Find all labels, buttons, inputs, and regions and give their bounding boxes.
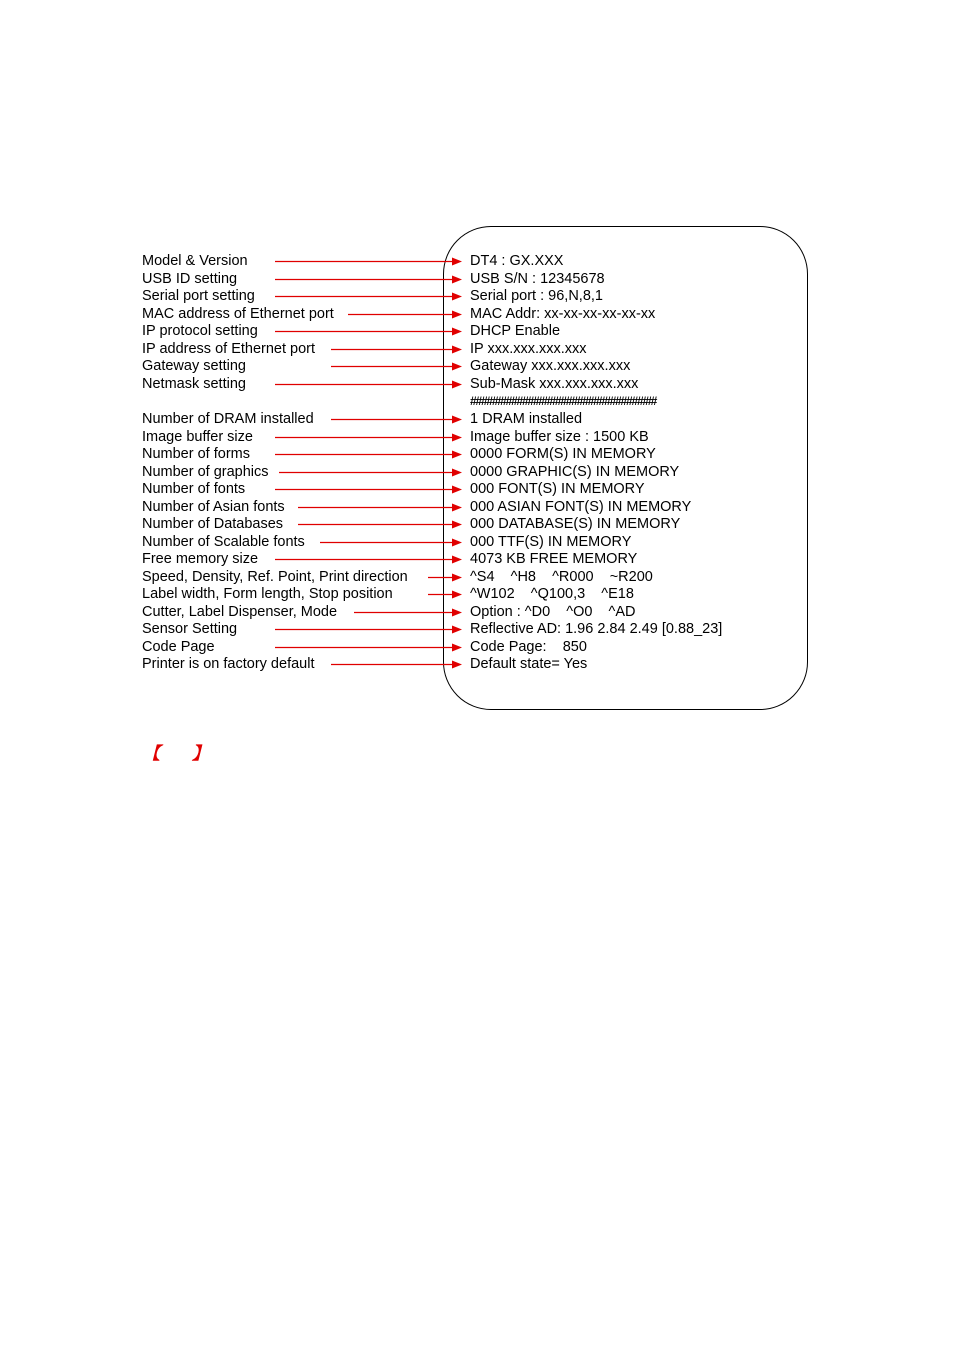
setting-value: 0000 FORM(S) IN MEMORY [470,446,656,462]
setting-value: 000 ASIAN FONT(S) IN MEMORY [470,499,692,515]
setting-label: IP protocol setting [142,323,258,339]
left-bracket: 【 [143,744,160,763]
setting-label: Printer is on factory default [142,656,315,672]
setting-value: DHCP Enable [470,323,561,339]
setting-value: Reflective AD: 1.96 2.84 2.49 [0.88_23] [470,621,723,637]
setting-value: 1 DRAM installed [470,411,583,427]
setting-label: Number of Databases [142,516,284,532]
setting-label: Label width, Form length, Stop position [142,586,393,602]
setting-label: Number of Scalable fonts [142,534,305,550]
separator-line: ################################## [470,394,657,408]
setting-value: Code Page: 850 [470,639,587,655]
setting-label: Number of Asian fonts [142,499,285,515]
setting-label: MAC address of Ethernet port [142,306,334,322]
setting-value: ^S4 ^H8 ^R000 ~R200 [470,569,653,585]
setting-label: Netmask setting [142,376,246,392]
setting-label: Free memory size [142,551,259,567]
setting-label: Image buffer size [142,429,253,445]
setting-value: 0000 GRAPHIC(S) IN MEMORY [470,464,680,480]
setting-label: Serial port setting [142,288,255,304]
setting-label: Code Page [142,639,215,655]
setting-label: Number of forms [142,446,250,462]
setting-label: IP address of Ethernet port [142,341,316,357]
setting-value: DT4 : GX.XXX [470,253,564,269]
setting-value: IP xxx.xxx.xxx.xxx [470,341,587,357]
setting-label: Sensor Setting [142,621,238,637]
setting-value: MAC Addr: xx-xx-xx-xx-xx-xx [470,306,656,322]
setting-value: 4073 KB FREE MEMORY [470,551,638,567]
setting-value: Serial port : 96,N,8,1 [470,288,603,304]
setting-value: Default state= Yes [470,656,588,672]
setting-label: Speed, Density, Ref. Point, Print direction [142,569,408,585]
setting-value: USB S/N : 12345678 [470,271,605,287]
setting-label: Number of graphics [142,464,269,480]
setting-value: ^W102 ^Q100,3 ^E18 [470,586,634,602]
setting-value: 000 TTF(S) IN MEMORY [470,534,632,550]
setting-label: Cutter, Label Dispenser, Mode [142,604,338,620]
setting-value: Image buffer size : 1500 KB [470,429,649,445]
setting-value: 000 DATABASE(S) IN MEMORY [470,516,681,532]
setting-value: 000 FONT(S) IN MEMORY [470,481,645,497]
setting-label: Number of DRAM installed [142,411,314,427]
setting-label: Number of fonts [142,481,246,497]
setting-value: Sub-Mask xxx.xxx.xxx.xxx [470,376,639,392]
setting-label: Gateway setting [142,358,246,374]
setting-value: Gateway xxx.xxx.xxx.xxx [470,358,631,374]
right-bracket: 】 [192,744,209,763]
setting-label: USB ID setting [142,271,238,287]
setting-label: Model & Version [142,253,248,269]
setting-value: Option : ^D0 ^O0 ^AD [470,604,636,620]
